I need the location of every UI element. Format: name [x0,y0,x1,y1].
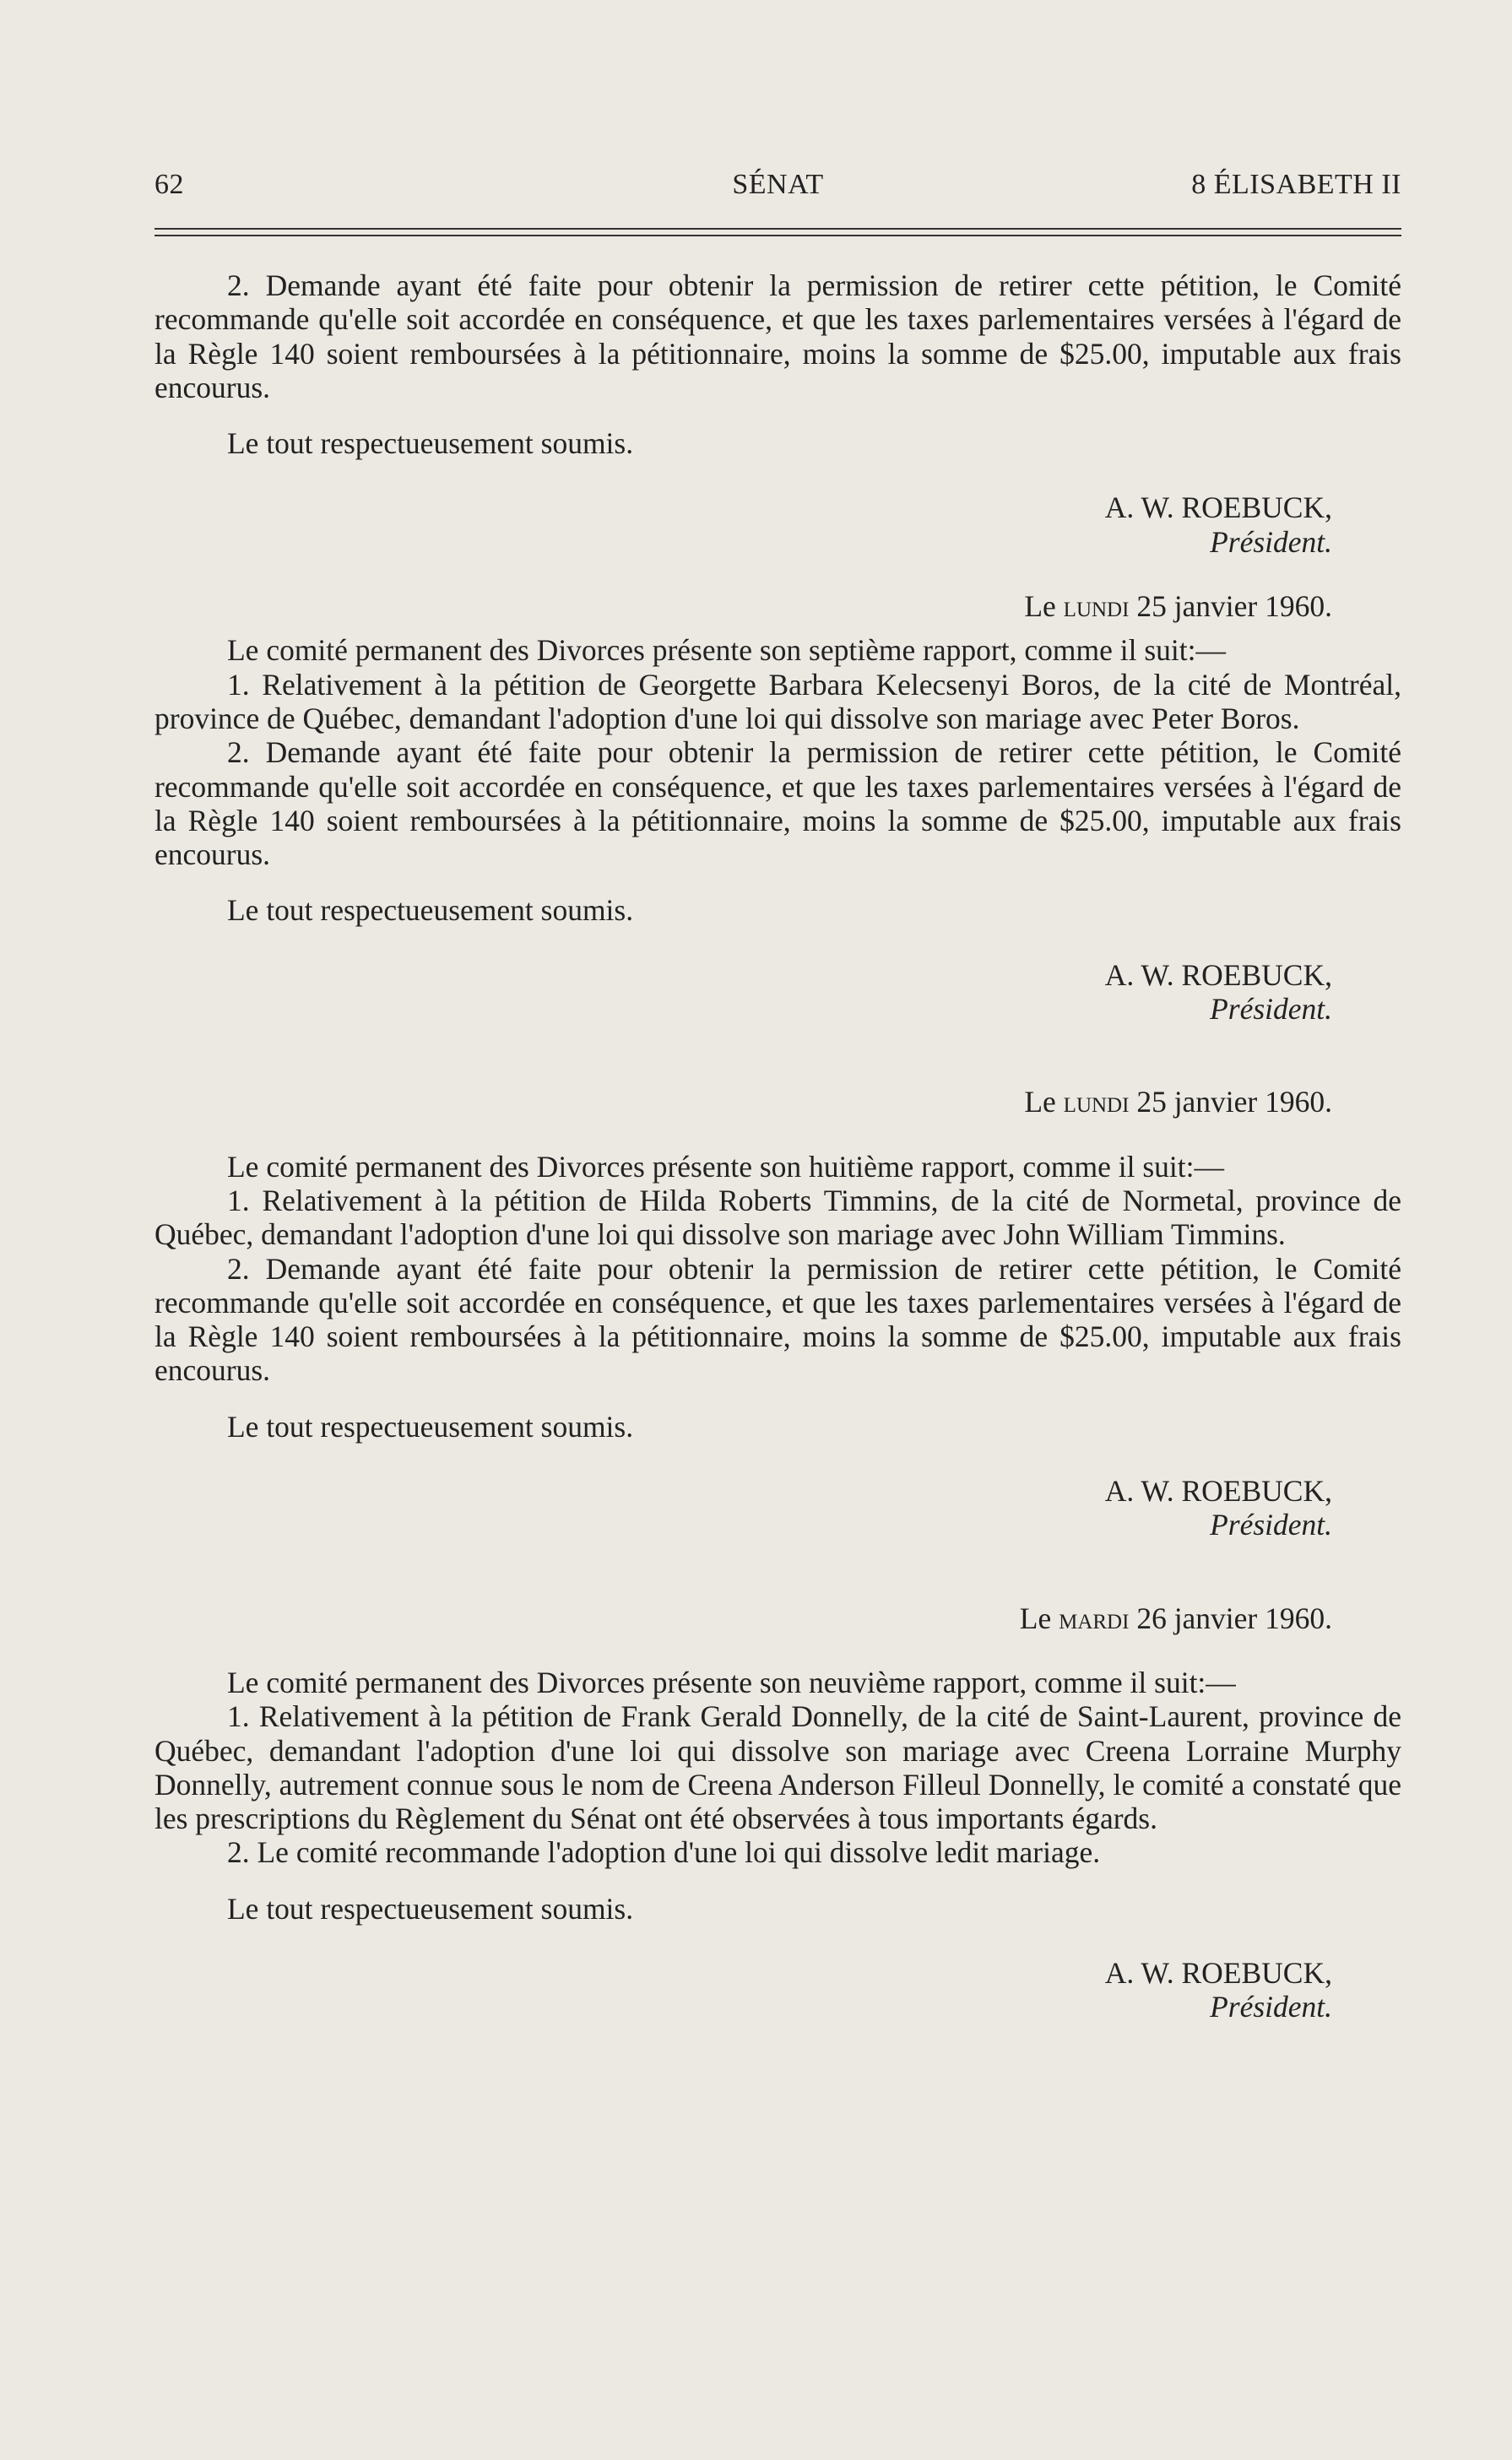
date-rest: 25 janvier 1960. [1129,1085,1332,1119]
date-day: lundi [1063,589,1130,624]
date-prefix: Le [1024,1085,1064,1119]
report4-signer-title: Président. [1210,1990,1332,2024]
report2-paragraph-2: 2. Demande ayant été faite pour obtenir la permission de retirer cette pétition, le Comité recommande qu'elle soit accordée en conséquence, et que les taxes parlementaires versées à l'égard de la Règle 140 soient remboursées à la pétitionnaire, moins la somme de $25.00, imputable aux frais encourus. [154,735,1401,872]
report1-paragraph-2: 2. Demande ayant été faite pour obtenir la permission de retirer cette pétition, le Comité recommande qu'elle soit accordée en conséquence, et que les taxes parlementaires versées à l'égard de la Règle 140 soient remboursées à la pétitionnaire, moins la somme de $25.00, imputable aux frais encourus. [154,268,1401,404]
date-prefix: Le [1024,589,1064,624]
report2-closing: Le tout respectueusement soumis. [227,893,634,928]
regnal-year: 8 ÉLISABETH II [1191,169,1401,200]
report1-signer-title: Président. [1210,524,1332,559]
report2-paragraph-1: 1. Relativement à la pétition de Georgette Barbara Kelecsenyi Boros, de la cité de Montréal, province de Québec, demandant l'adoption d'une loi qui dissolve son mariage avec Peter Boros. [154,667,1401,735]
date-rest: 26 janvier 1960. [1129,1601,1332,1635]
report4-closing: Le tout respectueusement soumis. [227,1891,634,1926]
report3-paragraph-2: 2. Demande ayant été faite pour obtenir la permission de retirer cette pétition, le Comité recommande qu'elle soit accordée en conséquence, et que les taxes parlementaires versées à l'égard de la Règle 140 soient remboursées à la pétitionnaire, moins la somme de $25.00, imputable aux frais encourus. [154,1251,1401,1388]
report3-signer-title: Président. [1210,1508,1332,1542]
date-rest: 25 janvier 1960. [1129,589,1332,624]
report3-closing: Le tout respectueusement soumis. [227,1409,634,1444]
report2-signer: A. W. ROEBUCK, [1104,957,1332,992]
report2-signer-title: Président. [1210,992,1332,1027]
report4-intro: Le comité permanent des Divorces présente son neuvième rapport, comme il suit:— [227,1665,1236,1699]
report3-signer: A. W. ROEBUCK, [1104,1474,1332,1509]
date-prefix: Le [1019,1601,1059,1635]
report4-paragraph-2: 2. Le comité recommande l'adoption d'une loi qui dissolve ledit mariage. [227,1835,1101,1870]
report3-paragraph-1: 1. Relativement à la pétition de Hilda Roberts Timmins, de la cité de Normetal, province de Québec, demandant l'adoption d'une loi qui dissolve son mariage avec John William Timmins. [154,1183,1401,1252]
report3-date [154,1085,1401,1119]
report1-signer: A. W. ROEBUCK, [1104,490,1332,525]
page-body [154,268,1401,2024]
page-number: 62 [154,169,184,200]
report2-date [154,589,1401,623]
section-title: SÉNAT [732,169,824,200]
header-double-rule [154,228,1401,236]
report2-intro: Le comité permanent des Divorces présente son septième rapport, comme il suit:— [227,633,1226,668]
report4-paragraph-1: 1. Relativement à la pétition de Frank Gerald Donnelly, de la cité de Saint-Laurent, province de Québec, demandant l'adoption d'une loi qui dissolve son mariage avec Creena Lorraine Murphy Donnelly, autrement connue sous le nom de Creena Anderson Filleul Donnelly, le comité a constaté que les prescriptions du Règlement du Sénat ont été observées à tous importants égards. [154,1699,1401,1836]
page-header [154,169,1401,211]
report3-intro: Le comité permanent des Divorces présente son huitième rapport, comme il suit:— [227,1149,1225,1184]
date-day: mardi [1059,1601,1130,1635]
date-day: lundi [1063,1085,1130,1119]
report4-signer: A. W. ROEBUCK, [1104,1955,1332,1990]
report4-date [154,1601,1401,1635]
report1-closing: Le tout respectueusement soumis. [227,426,634,461]
